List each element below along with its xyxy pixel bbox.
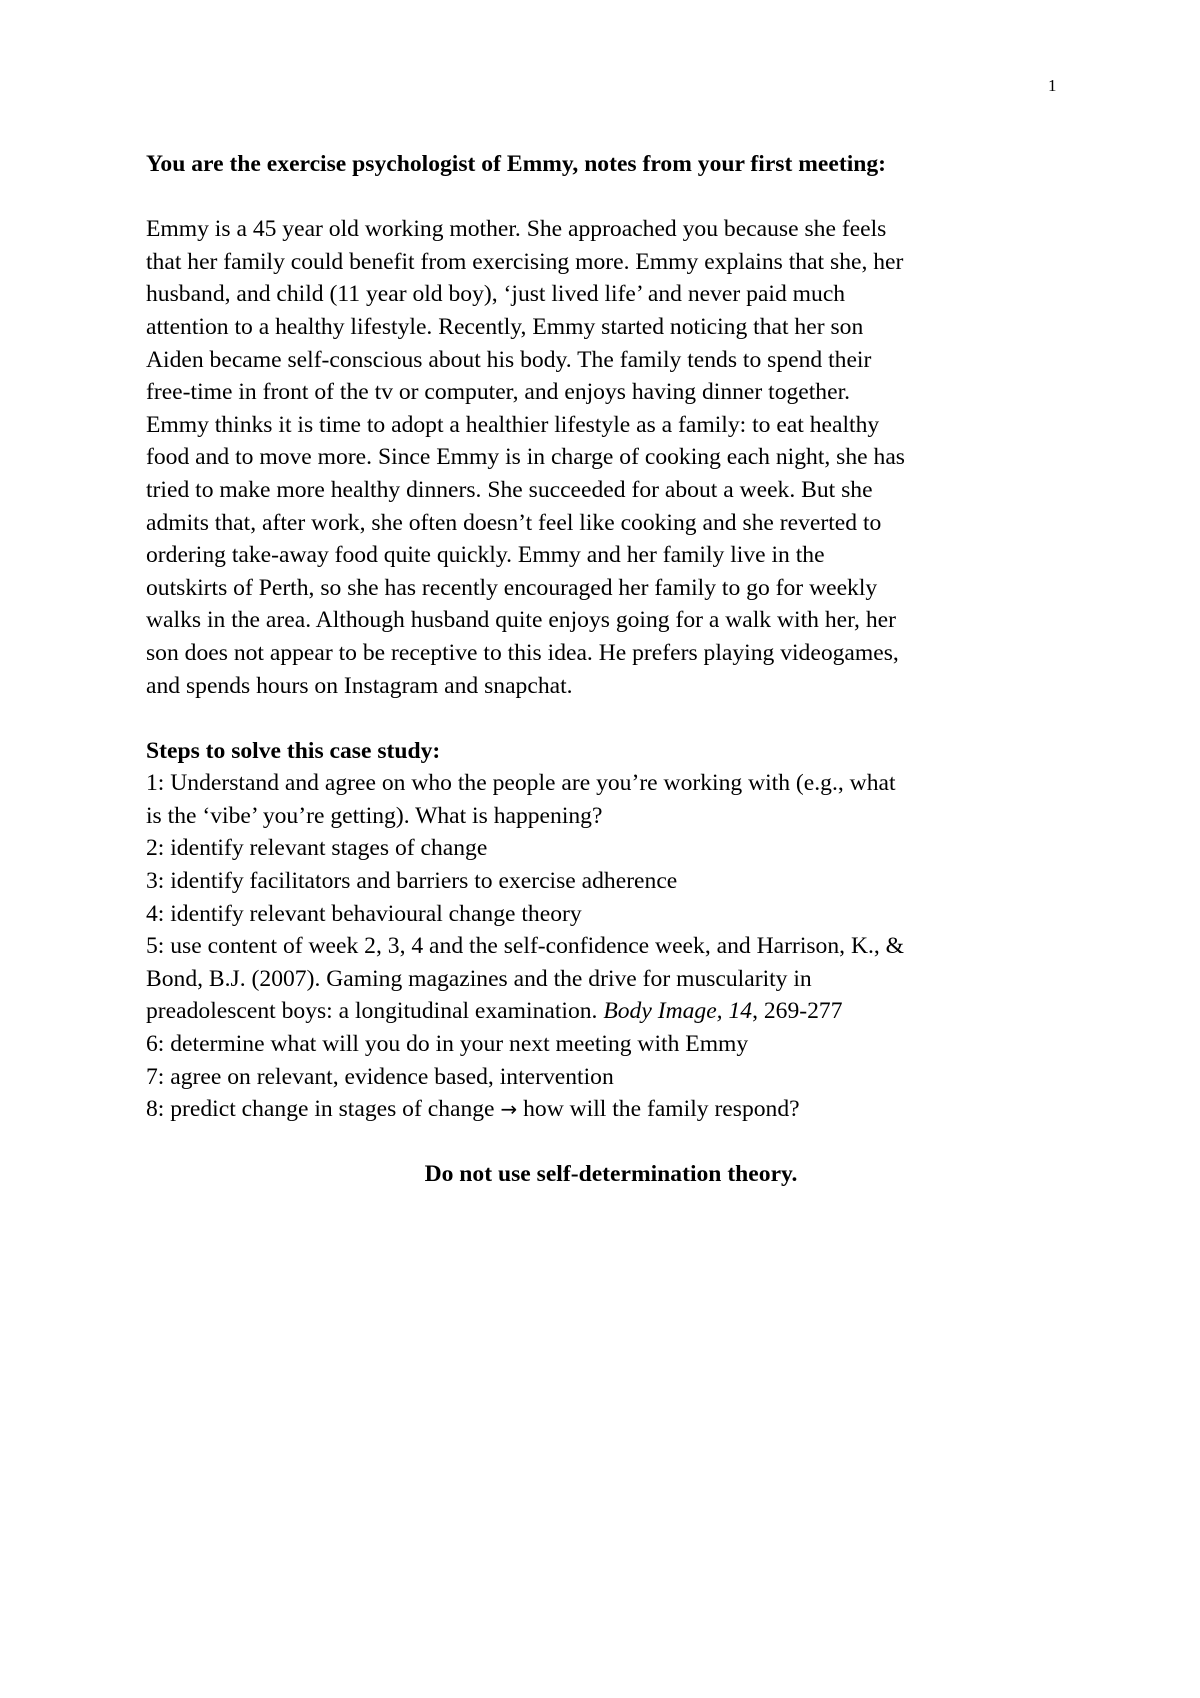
step-8-text: 8: predict change in stages of change xyxy=(146,1096,501,1123)
case-description xyxy=(146,213,1076,702)
steps-heading: Steps to solve this case study: xyxy=(146,737,441,764)
paragraph-line: Emmy is a 45 year old working mother. She approached you because she feels xyxy=(146,216,887,243)
paragraph-line: tried to make more healthy dinners. She succeeded for about a week. But she xyxy=(146,476,873,503)
paragraph-line: that her family could benefit from exercising more. Emmy explains that she, her xyxy=(146,248,904,275)
page-number: 1 xyxy=(1048,76,1057,95)
paragraph-line: husband, and child (11 year old boy), ‘just lived life’ and never paid much xyxy=(146,281,846,308)
citation-pages: , 269-277 xyxy=(752,998,843,1025)
step-1-line-1: 1: Understand and agree on who the people are you’re working with (e.g., what xyxy=(146,770,896,797)
document-title: You are the exercise psychologist of Emmy, notes from your first meeting: xyxy=(146,151,887,177)
step-4: 4: identify relevant behavioural change theory xyxy=(146,900,582,927)
paragraph-line: son does not appear to be receptive to this idea. He prefers playing videogames, xyxy=(146,639,899,666)
step-1-line-2: is the ‘vibe’ you’re getting). What is happening? xyxy=(146,802,603,829)
step-5-line-2: Bond, B.J. (2007). Gaming magazines and the drive for muscularity in xyxy=(146,965,812,992)
paragraph-line: walks in the area. Although husband quite enjoys going for a walk with her, her xyxy=(146,607,896,634)
closing-note: Do not use self-determination theory. xyxy=(424,1161,798,1188)
paragraph-line: admits that, after work, she often doesn’t feel like cooking and she reverted to xyxy=(146,509,882,536)
step-8 xyxy=(146,1093,1076,1126)
step-6: 6: determine what will you do in your next meeting with Emmy xyxy=(146,1031,749,1058)
arrow-right-icon: → xyxy=(500,1097,518,1122)
paragraph-line: food and to move more. Since Emmy is in charge of cooking each night, she has xyxy=(146,444,905,471)
paragraph-line: Aiden became self-conscious about his body. The family tends to spend their xyxy=(146,346,872,373)
steps-section xyxy=(146,735,1076,1126)
paragraph-line: free-time in front of the tv or computer, and enjoys having dinner together. xyxy=(146,379,851,406)
paragraph-line: ordering take-away food quite quickly. Emmy and her family live in the xyxy=(146,542,825,569)
step-5-line-3 xyxy=(146,995,1076,1028)
paragraph-line: attention to a healthy lifestyle. Recently, Emmy started noticing that her son xyxy=(146,313,864,340)
spacer xyxy=(146,702,1076,735)
document-body xyxy=(146,148,1076,1191)
paragraph-line: outskirts of Perth, so she has recently encouraged her family to go for weekly xyxy=(146,574,878,601)
citation-text: preadolescent boys: a longitudinal examination. xyxy=(146,998,604,1025)
step-7: 7: agree on relevant, evidence based, intervention xyxy=(146,1063,614,1090)
spacer xyxy=(146,1126,1076,1159)
spacer xyxy=(146,181,1076,214)
step-3: 3: identify facilitators and barriers to exercise adherence xyxy=(146,868,678,895)
journal-name: Body Image, 14 xyxy=(603,998,753,1025)
step-2: 2: identify relevant stages of change xyxy=(146,835,488,862)
paragraph-line: and spends hours on Instagram and snapchat. xyxy=(146,672,573,699)
paragraph-line: Emmy thinks it is time to adopt a healthier lifestyle as a family: to eat healthy xyxy=(146,411,880,438)
step-5-line-1: 5: use content of week 2, 3, 4 and the self-confidence week, and Harrison, K., & xyxy=(146,933,905,960)
step-8-question: how will the family respond? xyxy=(517,1096,800,1123)
